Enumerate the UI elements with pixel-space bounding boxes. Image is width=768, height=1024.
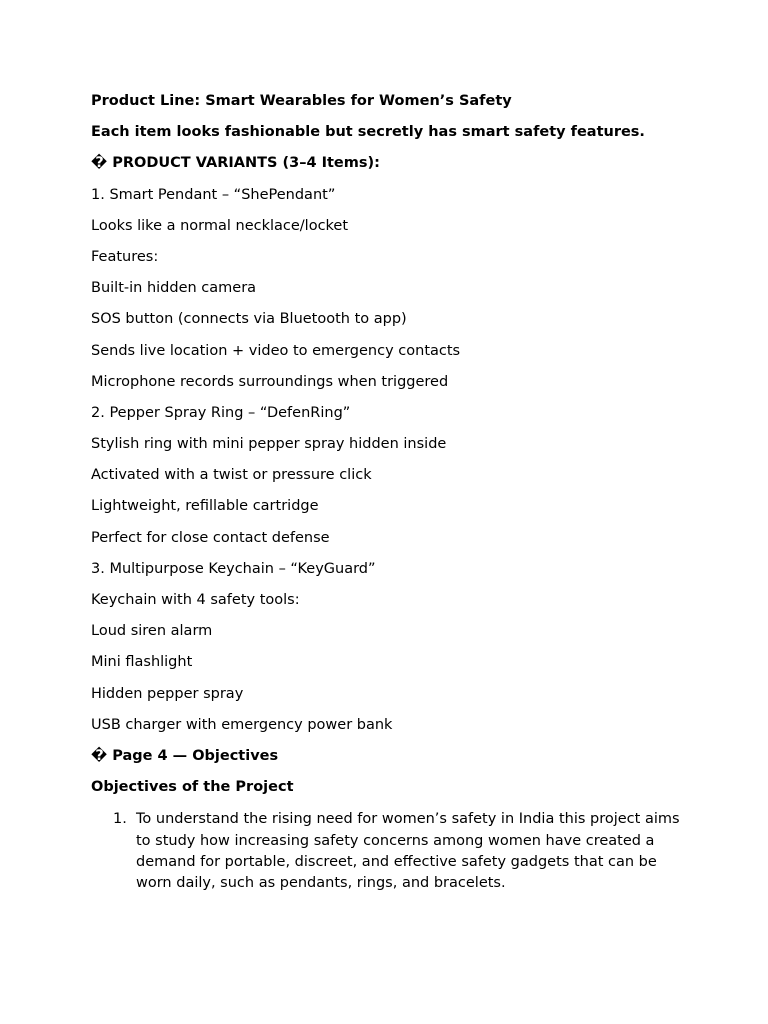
objectives-heading: Objectives of the Project — [91, 779, 294, 796]
variants-heading-text: PRODUCT VARIANTS (3–4 Items): — [112, 155, 380, 172]
missing-glyph-icon: � — [91, 155, 108, 172]
pendant-feature: SOS button (connects via Bluetooth to app) — [91, 311, 407, 328]
objective-text: To understand the rising need for women’s safety in India this project aims to study how increasing safety concerns among women have created a demand for portable, discreet, and effective safety gadgets that can be worn daily, such as pendants, rings, and bracelets. — [136, 811, 680, 892]
ring-feature: Lightweight, refillable cartridge — [91, 498, 319, 515]
missing-glyph-icon: � — [91, 747, 108, 764]
page4-heading — [91, 747, 691, 765]
pendant-features-label: Features: — [91, 248, 159, 265]
pendant-feature: Microphone records surroundings when triggered — [91, 373, 449, 390]
pendant-title: 1. Smart Pendant – “ShePendant” — [91, 186, 336, 203]
variants-heading — [91, 154, 691, 172]
keychain-description: Keychain with 4 safety tools: — [91, 592, 300, 608]
pendant-feature: Sends live location + video to emergency contacts — [91, 342, 461, 359]
ring-title: 2. Pepper Spray Ring – “DefenRing” — [91, 404, 351, 421]
pendant-description: Looks like a normal necklace/locket — [91, 217, 349, 234]
objective-number: 1. — [113, 811, 127, 828]
keychain-title: 3. Multipurpose Keychain – “KeyGuard” — [91, 560, 376, 577]
keychain-feature: USB charger with emergency power bank — [91, 716, 393, 733]
pendant-feature: Built-in hidden camera — [91, 280, 257, 297]
objectives-list — [91, 809, 691, 894]
page4-heading-text: Page 4 — Objectives — [112, 747, 279, 764]
objective-item — [91, 809, 691, 894]
keychain-feature: Hidden pepper spray — [91, 685, 244, 702]
document-title: Product Line: Smart Wearables for Women’s Safety — [91, 93, 512, 109]
keychain-feature: Loud siren alarm — [91, 623, 213, 640]
ring-feature: Perfect for close contact defense — [91, 529, 330, 546]
ring-feature: Stylish ring with mini pepper spray hidden inside — [91, 436, 447, 453]
document-content — [91, 92, 691, 895]
ring-feature: Activated with a twist or pressure click — [91, 467, 372, 484]
keychain-feature: Mini flashlight — [91, 654, 193, 671]
document-subtitle: Each item looks fashionable but secretly has smart safety features. — [91, 124, 645, 141]
